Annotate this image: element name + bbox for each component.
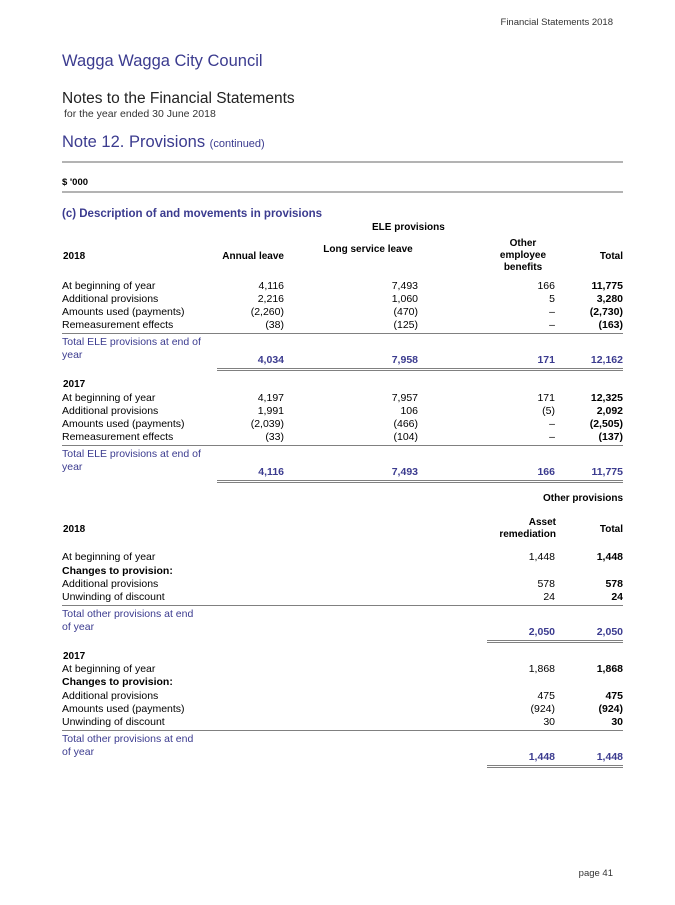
row-label: Unwinding of discount <box>62 591 165 603</box>
cell: 12,162 <box>590 354 623 366</box>
row-label: Amounts used (payments) <box>62 418 185 430</box>
page-number: page 41 <box>578 868 613 879</box>
cell: 5 <box>549 293 555 305</box>
note-title <box>62 133 265 152</box>
changes-heading <box>62 676 623 689</box>
changes-heading <box>62 565 623 578</box>
cell: (33) <box>265 431 284 443</box>
row-label: At beginning of year <box>62 392 156 404</box>
cell: 578 <box>537 578 555 590</box>
cell: (137) <box>598 431 623 443</box>
double-rule <box>487 765 623 768</box>
cell: 171 <box>537 392 555 404</box>
cell: 11,775 <box>591 466 623 478</box>
cell: 1,448 <box>528 751 555 763</box>
year-ended-subtitle: for the year ended 30 June 2018 <box>64 108 216 120</box>
report-header: Financial Statements 2018 <box>500 17 613 28</box>
row-label: At beginning of year <box>62 280 156 292</box>
divider <box>62 191 623 193</box>
double-rule <box>487 640 623 643</box>
row-label: Additional provisions <box>62 690 159 702</box>
total-label: Total other provisions at end of year <box>62 608 194 633</box>
cell: (5) <box>542 405 555 417</box>
total-row <box>62 626 623 639</box>
cell: (924) <box>530 703 555 715</box>
col-total: Total <box>599 524 623 535</box>
other-year-2017-label: 2017 <box>63 651 86 662</box>
cell: – <box>549 431 555 443</box>
table-row <box>62 392 623 405</box>
cell: 1,060 <box>391 293 418 305</box>
table-row <box>62 663 623 676</box>
table-row <box>62 690 623 703</box>
rule-line <box>62 445 623 446</box>
cell: 171 <box>537 354 555 366</box>
note-title-text: Note 12. Provisions <box>62 133 206 151</box>
table-row <box>62 306 623 319</box>
row-label: Additional provisions <box>62 405 159 417</box>
cell: – <box>549 319 555 331</box>
cell: 3,280 <box>596 293 623 305</box>
table-row <box>62 319 623 332</box>
cell: 11,775 <box>591 280 623 292</box>
cell: (2,730) <box>589 306 623 318</box>
row-label: Additional provisions <box>62 293 159 305</box>
cell: 4,116 <box>258 466 284 478</box>
ele-group-heading: ELE provisions <box>372 222 445 233</box>
cell: 1,448 <box>596 551 623 563</box>
cell: 578 <box>605 578 623 590</box>
total-label: Total ELE provisions at end of year <box>62 448 201 473</box>
row-label: Amounts used (payments) <box>62 306 185 318</box>
table-row <box>62 703 623 716</box>
col-total: Total <box>599 251 623 262</box>
cell: (2,260) <box>250 306 284 318</box>
section-title: (c) Description of and movements in provisions <box>62 208 323 220</box>
cell: (924) <box>598 703 623 715</box>
cell: 30 <box>543 716 555 728</box>
cell: (125) <box>393 319 418 331</box>
row-label: At beginning of year <box>62 551 156 563</box>
cell: 7,493 <box>391 466 418 478</box>
row-label: Remeasurement effects <box>62 319 174 331</box>
cell: 4,116 <box>258 280 284 292</box>
cell: 2,216 <box>257 293 284 305</box>
table-row <box>62 280 623 293</box>
double-rule <box>217 368 623 371</box>
cell: 1,868 <box>528 663 555 675</box>
row-label: Changes to provision: <box>62 676 173 688</box>
rule-line <box>62 605 623 606</box>
cell: (163) <box>598 319 623 331</box>
cell: 1,868 <box>596 663 623 675</box>
notes-title: Notes to the Financial Statements <box>62 90 295 107</box>
cell: 166 <box>537 280 555 292</box>
table-row <box>62 551 623 564</box>
other-year-2018-label: 2018 <box>63 524 86 535</box>
unit-label: $ '000 <box>62 177 89 188</box>
cell: 7,958 <box>391 354 418 366</box>
cell: 7,957 <box>391 392 418 404</box>
cell: 1,991 <box>257 405 284 417</box>
cell: – <box>549 418 555 430</box>
table-row <box>62 405 623 418</box>
cell: (2,039) <box>250 418 284 430</box>
cell: (470) <box>393 306 418 318</box>
table-row <box>62 591 623 604</box>
col-asset-remediation: Asset remediation <box>499 517 556 540</box>
cell: 2,092 <box>596 405 623 417</box>
double-rule <box>217 480 623 483</box>
cell: (2,505) <box>589 418 623 430</box>
cell: 2,050 <box>528 626 555 638</box>
cell: 475 <box>537 690 555 702</box>
row-label: Unwinding of discount <box>62 716 165 728</box>
cell: 7,493 <box>391 280 418 292</box>
cell: (466) <box>393 418 418 430</box>
row-label: Remeasurement effects <box>62 431 174 443</box>
row-label: At beginning of year <box>62 663 156 675</box>
rule-line <box>62 333 623 334</box>
cell: 166 <box>537 466 555 478</box>
cell: 4,034 <box>257 354 284 366</box>
col-annual-leave: Annual leave <box>222 251 284 262</box>
cell: – <box>549 306 555 318</box>
col-other-employee-benefits: Other employee benefits <box>499 238 547 273</box>
cell: (38) <box>265 319 284 331</box>
rule-line <box>62 730 623 731</box>
total-row <box>62 751 623 764</box>
row-label: Amounts used (payments) <box>62 703 185 715</box>
total-label: Total other provisions at end of year <box>62 733 194 758</box>
cell: 475 <box>605 690 623 702</box>
other-group-heading: Other provisions <box>542 493 623 504</box>
col-long-service-leave: Long service leave <box>323 244 413 255</box>
total-row <box>62 354 623 367</box>
cell: (104) <box>393 431 418 443</box>
cell: 2,050 <box>596 626 623 638</box>
note-suffix: (continued) <box>209 138 265 150</box>
cell: 30 <box>611 716 623 728</box>
table-row <box>62 431 623 444</box>
row-label: Additional provisions <box>62 578 159 590</box>
total-label: Total ELE provisions at end of year <box>62 336 201 361</box>
cell: 24 <box>543 591 555 603</box>
total-row <box>62 466 623 479</box>
cell: 4,197 <box>257 392 284 404</box>
divider <box>62 161 623 163</box>
cell: 12,325 <box>590 392 623 404</box>
ele-year-2017-label: 2017 <box>63 379 86 390</box>
cell: 1,448 <box>596 751 623 763</box>
cell: 1,448 <box>528 551 555 563</box>
table-row <box>62 293 623 306</box>
table-row <box>62 578 623 591</box>
ele-year-2018-label: 2018 <box>63 251 86 262</box>
council-name: Wagga Wagga City Council <box>62 52 263 70</box>
cell: 24 <box>611 591 623 603</box>
cell: 106 <box>400 405 418 417</box>
table-row <box>62 716 623 729</box>
table-row <box>62 418 623 431</box>
row-label: Changes to provision: <box>62 565 173 577</box>
